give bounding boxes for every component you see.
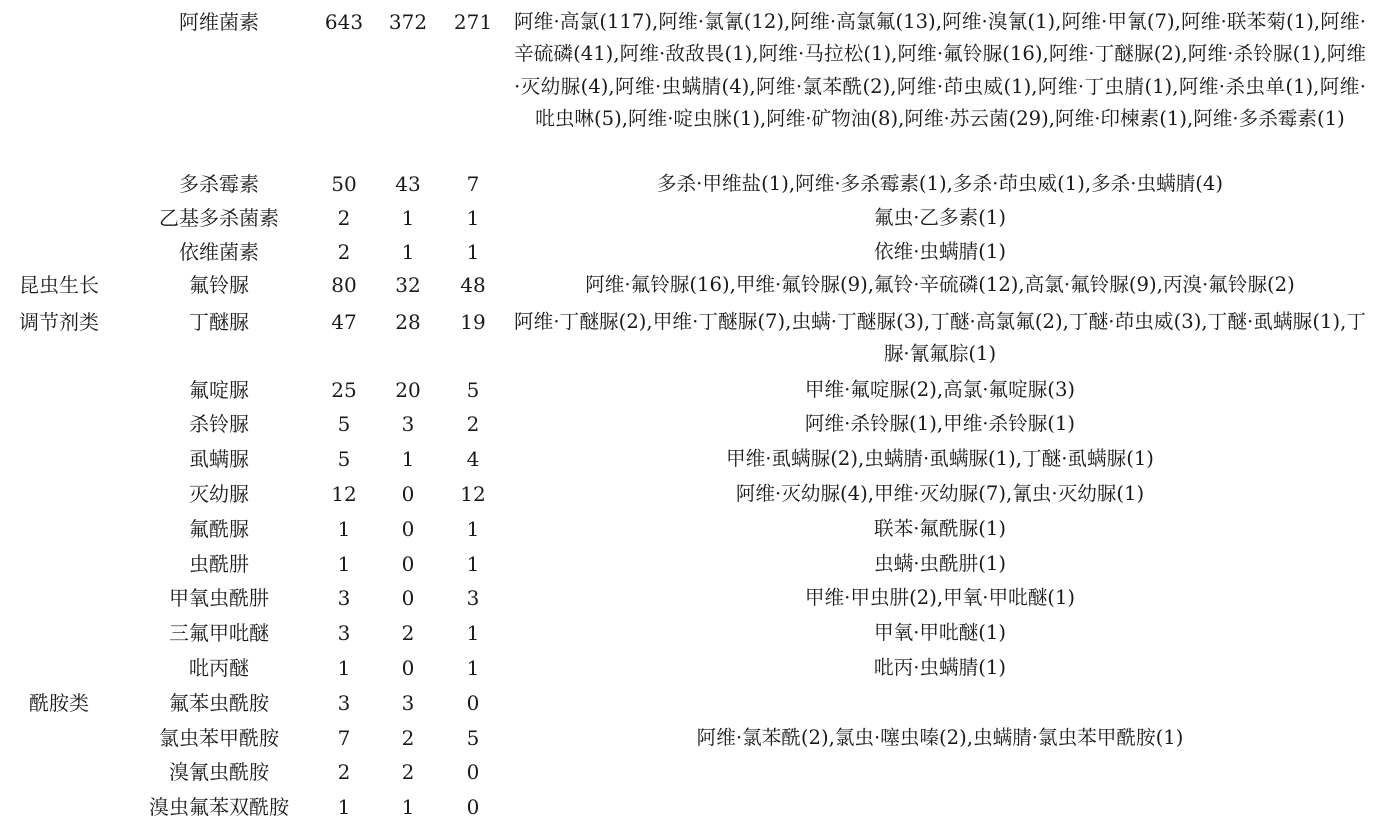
row-mixed: 2 bbox=[466, 412, 480, 436]
row-mixed: 5 bbox=[466, 726, 480, 750]
row-single: 2 bbox=[401, 760, 415, 784]
row-combinations: 甲维·虱螨脲(2),虫螨腈·虱螨脲(1),丁醚·虱螨脲(1) bbox=[726, 447, 1154, 470]
row-combinations: 阿维·高氯(117),阿维·氯氰(12),阿维·高氯氟(13),阿维·溴氰(1),阿维·甲氰(7),阿维·联苯菊(1),阿维·辛硫磷(41),阿维·敌敌畏(1),阿维·马拉松(1),阿维·氟铃脲(16),阿维·丁醚脲(2),阿维·杀铃脲(1),阿维·灭幼脲(4),阿维·虫螨腈(4),阿维·氯苯酰(2),阿维·茚虫威(1),阿维·丁虫腈(1),阿维·杀虫单(1),阿维·吡虫啉(5),阿维·啶虫脒(1),阿维·矿物油(8),阿维·苏云菌(29),阿维·印楝素(1),阿维·多杀霉素(1) bbox=[514, 10, 1366, 131]
category-label-insect-growth-line1: 昆虫生长 bbox=[19, 273, 99, 297]
row-combinations: 甲维·甲虫肼(2),甲氧·甲吡醚(1) bbox=[804, 586, 1076, 609]
row-total: 47 bbox=[331, 310, 357, 334]
row-total: 3 bbox=[337, 691, 351, 715]
row-name: 多杀霉素 bbox=[179, 172, 259, 196]
row-mixed: 1 bbox=[466, 621, 480, 645]
row-mixed: 271 bbox=[453, 10, 493, 34]
row-single: 3 bbox=[401, 412, 415, 436]
row-single: 1 bbox=[401, 795, 415, 819]
row-mixed: 5 bbox=[466, 378, 480, 402]
row-single: 0 bbox=[401, 517, 415, 541]
row-mixed: 7 bbox=[466, 172, 480, 196]
row-name: 溴虫氟苯双酰胺 bbox=[149, 795, 289, 819]
row-mixed: 1 bbox=[466, 656, 480, 680]
row-mixed: 4 bbox=[466, 447, 480, 471]
row-single: 43 bbox=[395, 172, 421, 196]
row-total: 80 bbox=[331, 273, 357, 297]
row-mixed: 0 bbox=[466, 760, 480, 784]
row-total: 7 bbox=[337, 726, 351, 750]
row-combinations: 阿维·氟铃脲(16),甲维·氟铃脲(9),氟铃·辛硫磷(12),高氯·氟铃脲(9),丙溴·氟铃脲(2) bbox=[585, 273, 1295, 296]
row-combinations: 甲氧·甲吡醚(1) bbox=[874, 621, 1006, 644]
row-name: 三氟甲吡醚 bbox=[169, 621, 269, 645]
row-total: 5 bbox=[337, 412, 351, 436]
row-mixed: 19 bbox=[460, 310, 486, 334]
row-total: 3 bbox=[337, 621, 351, 645]
row-total: 1 bbox=[337, 656, 351, 680]
row-total: 2 bbox=[337, 240, 351, 264]
row-mixed: 1 bbox=[466, 206, 480, 230]
row-name: 吡丙醚 bbox=[189, 656, 249, 680]
row-single: 0 bbox=[401, 552, 415, 576]
row-total: 643 bbox=[324, 10, 364, 34]
row-name: 氟铃脲 bbox=[189, 273, 249, 297]
row-name: 虱螨脲 bbox=[189, 447, 249, 471]
row-single: 0 bbox=[401, 656, 415, 680]
row-single: 0 bbox=[401, 586, 415, 610]
row-name: 丁醚脲 bbox=[189, 310, 249, 334]
row-combinations: 氟虫·乙多素(1) bbox=[874, 206, 1006, 229]
row-single: 28 bbox=[395, 310, 421, 334]
row-single: 32 bbox=[395, 273, 421, 297]
row-total: 2 bbox=[337, 206, 351, 230]
row-mixed: 1 bbox=[466, 517, 480, 541]
row-name: 溴氰虫酰胺 bbox=[169, 760, 269, 784]
row-name: 依维菌素 bbox=[179, 240, 259, 264]
row-name: 氯虫苯甲酰胺 bbox=[159, 726, 279, 750]
row-combinations: 阿维·灭幼脲(4),甲维·灭幼脲(7),氰虫·灭幼脲(1) bbox=[735, 482, 1145, 505]
row-combinations: 甲维·氟啶脲(2),高氯·氟啶脲(3) bbox=[804, 378, 1076, 401]
row-single: 2 bbox=[401, 621, 415, 645]
row-total: 3 bbox=[337, 586, 351, 610]
row-name: 阿维菌素 bbox=[179, 10, 259, 34]
row-mixed: 48 bbox=[460, 273, 486, 297]
row-total: 12 bbox=[331, 482, 357, 506]
row-name: 灭幼脲 bbox=[189, 482, 249, 506]
row-single: 3 bbox=[401, 691, 415, 715]
row-combinations: 吡丙·虫螨腈(1) bbox=[874, 656, 1006, 679]
row-single: 20 bbox=[395, 378, 421, 402]
row-total: 25 bbox=[331, 378, 357, 402]
row-combinations: 虫螨·虫酰肼(1) bbox=[874, 552, 1006, 575]
row-name: 杀铃脲 bbox=[189, 412, 249, 436]
row-combinations: 阿维·丁醚脲(2),甲维·丁醚脲(7),虫螨·丁醚脲(3),丁醚·高氯氟(2),丁醚·茚虫威(3),丁醚·虱螨脲(1),丁脲·氰氟腙(1) bbox=[514, 310, 1366, 365]
row-name: 氟苯虫酰胺 bbox=[169, 691, 269, 715]
row-mixed: 1 bbox=[466, 552, 480, 576]
row-combinations: 阿维·氯苯酰(2),氯虫·噻虫嗪(2),虫螨腈·氯虫苯甲酰胺(1) bbox=[696, 726, 1184, 749]
row-total: 5 bbox=[337, 447, 351, 471]
row-mixed: 12 bbox=[460, 482, 486, 506]
row-name: 乙基多杀菌素 bbox=[159, 206, 279, 230]
row-combinations: 依维·虫螨腈(1) bbox=[874, 240, 1006, 263]
row-name: 氟酰脲 bbox=[189, 517, 249, 541]
row-mixed: 1 bbox=[466, 240, 480, 264]
category-label-amides: 酰胺类 bbox=[29, 691, 89, 715]
row-mixed: 0 bbox=[466, 795, 480, 819]
row-single: 0 bbox=[401, 482, 415, 506]
row-combinations: 阿维·杀铃脲(1),甲维·杀铃脲(1) bbox=[804, 412, 1076, 435]
row-combinations: 多杀·甲维盐(1),阿维·多杀霉素(1),多杀·茚虫威(1),多杀·虫螨腈(4) bbox=[656, 172, 1224, 195]
row-name: 甲氧虫酰肼 bbox=[169, 586, 269, 610]
row-total: 1 bbox=[337, 795, 351, 819]
row-mixed: 0 bbox=[466, 691, 480, 715]
row-total: 1 bbox=[337, 517, 351, 541]
row-combinations: 联苯·氟酰脲(1) bbox=[874, 517, 1006, 540]
row-single: 2 bbox=[401, 726, 415, 750]
row-name: 氟啶脲 bbox=[189, 378, 249, 402]
row-total: 50 bbox=[331, 172, 357, 196]
row-single: 1 bbox=[401, 240, 415, 264]
row-name: 虫酰肼 bbox=[189, 552, 249, 576]
row-single: 372 bbox=[388, 10, 428, 34]
row-single: 1 bbox=[401, 447, 415, 471]
row-total: 1 bbox=[337, 552, 351, 576]
category-label-insect-growth-line2: 调节剂类 bbox=[19, 310, 99, 334]
row-total: 2 bbox=[337, 760, 351, 784]
row-single: 1 bbox=[401, 206, 415, 230]
row-mixed: 3 bbox=[466, 586, 480, 610]
